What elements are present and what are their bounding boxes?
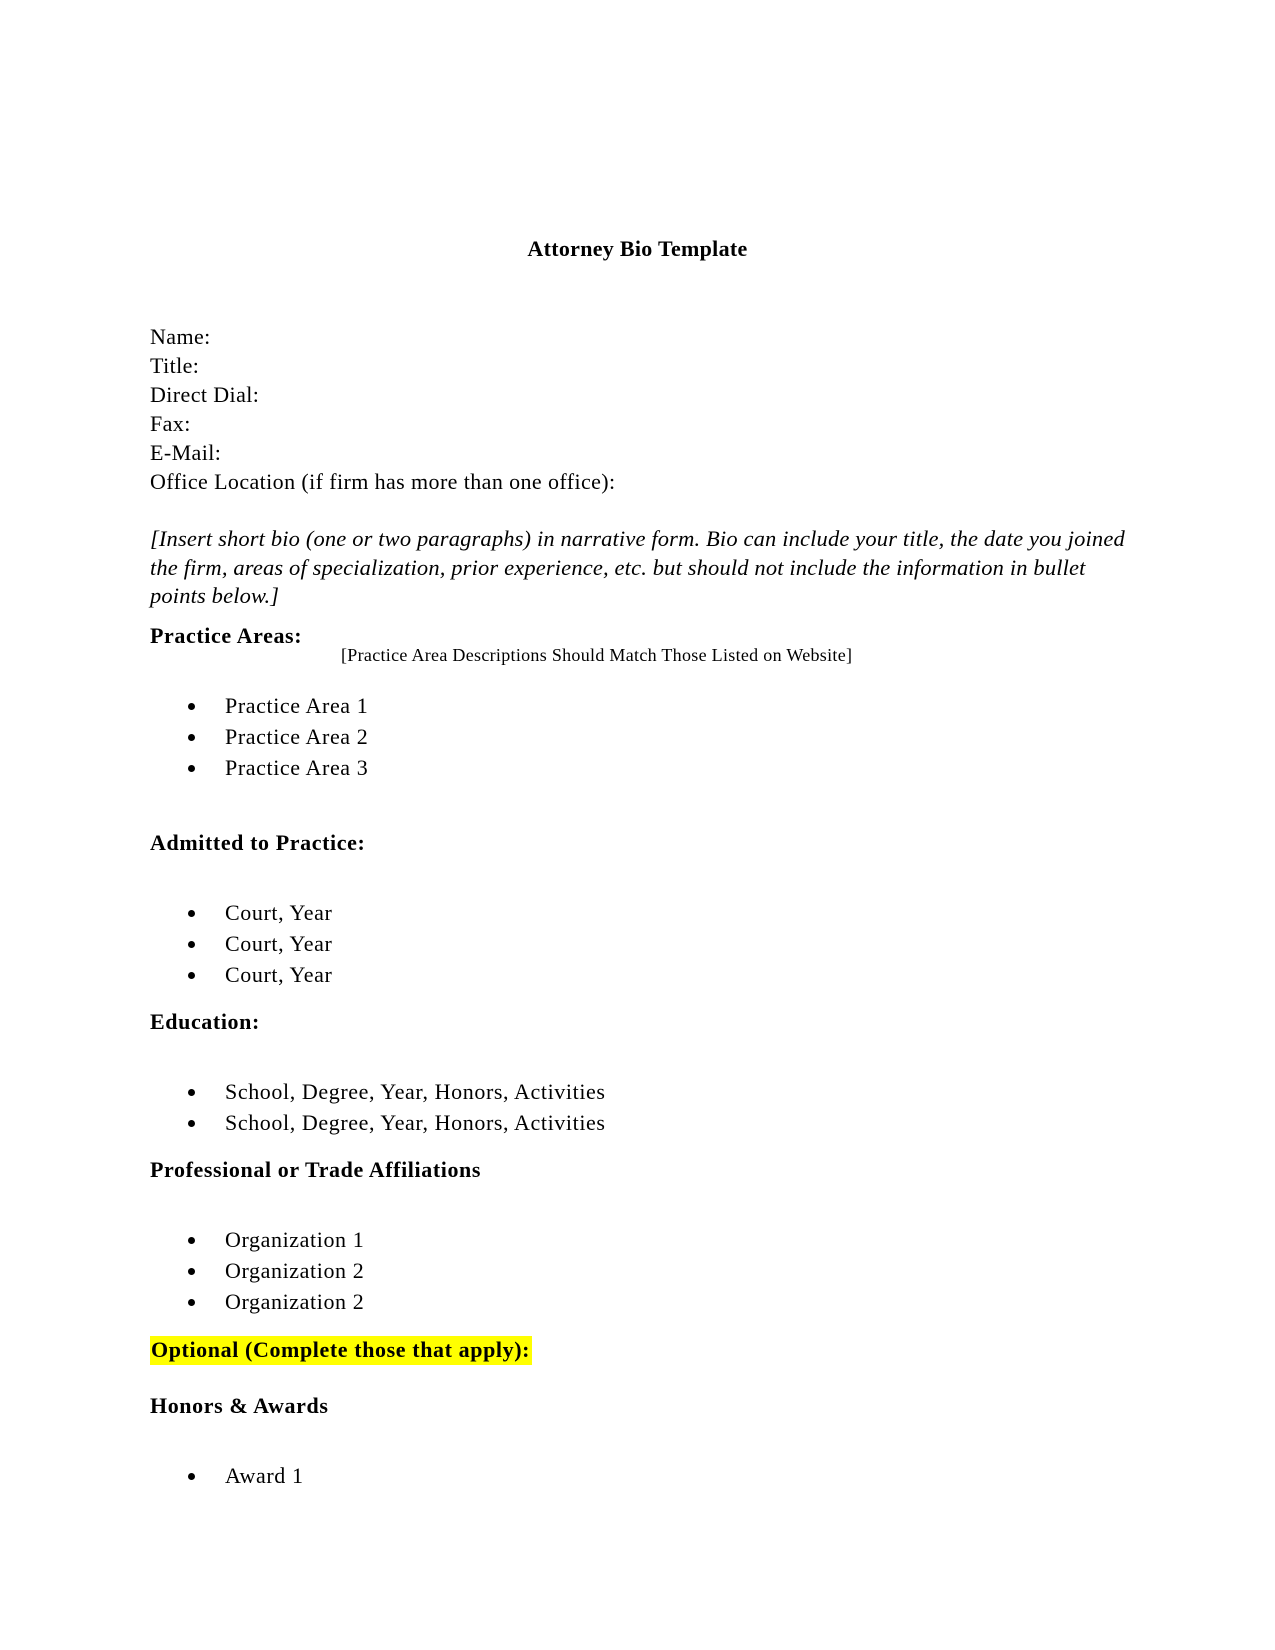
admitted-list bbox=[150, 897, 332, 990]
optional-highlight: Optional (Complete those that apply): bbox=[150, 1336, 532, 1365]
list-item bbox=[150, 1255, 364, 1286]
bullet-icon bbox=[188, 1473, 195, 1480]
bullet-icon bbox=[188, 1089, 195, 1096]
document-title: Attorney Bio Template bbox=[527, 236, 748, 261]
list-item bbox=[150, 1107, 606, 1138]
list-item bbox=[150, 928, 332, 959]
admitted-heading: Admitted to Practice: bbox=[150, 830, 366, 855]
list-item bbox=[150, 1460, 304, 1491]
list-item-text: Court, Year bbox=[225, 931, 333, 956]
list-item bbox=[150, 959, 332, 990]
list-item bbox=[150, 752, 368, 783]
direct-dial-field-label: Direct Dial: bbox=[150, 382, 260, 407]
practice-areas-heading: Practice Areas: bbox=[150, 623, 303, 648]
honors-list bbox=[150, 1460, 304, 1491]
bullet-icon bbox=[188, 910, 195, 917]
fax-field-label: Fax: bbox=[150, 411, 191, 436]
bullet-icon bbox=[188, 941, 195, 948]
contact-fields bbox=[150, 322, 616, 496]
list-item-text: Organization 2 bbox=[225, 1289, 365, 1314]
list-item bbox=[150, 690, 368, 721]
bullet-icon bbox=[188, 972, 195, 979]
affiliations-heading: Professional or Trade Affiliations bbox=[150, 1157, 482, 1182]
list-item-text: Court, Year bbox=[225, 962, 333, 987]
list-item-text: Practice Area 2 bbox=[225, 724, 369, 749]
list-item bbox=[150, 721, 368, 752]
list-item-text: Practice Area 1 bbox=[225, 693, 369, 718]
honors-heading: Honors & Awards bbox=[150, 1393, 329, 1418]
list-item-text: Organization 1 bbox=[225, 1227, 365, 1252]
bullet-icon bbox=[188, 1120, 195, 1127]
list-item-text: School, Degree, Year, Honors, Activities bbox=[225, 1079, 606, 1104]
optional-heading bbox=[150, 1337, 532, 1363]
education-list bbox=[150, 1076, 606, 1138]
email-field-label: E-Mail: bbox=[150, 440, 222, 465]
title-field-label: Title: bbox=[150, 353, 200, 378]
bullet-icon bbox=[188, 765, 195, 772]
bullet-icon bbox=[188, 734, 195, 741]
list-item-text: School, Degree, Year, Honors, Activities bbox=[225, 1110, 606, 1135]
list-item-text: Practice Area 3 bbox=[225, 755, 369, 780]
office-location-field-label: Office Location (if firm has more than one office): bbox=[150, 469, 616, 494]
list-item bbox=[150, 1224, 364, 1255]
practice-areas-list bbox=[150, 690, 368, 783]
name-field-label: Name: bbox=[150, 324, 211, 349]
education-heading: Education: bbox=[150, 1009, 260, 1034]
bullet-icon bbox=[188, 1268, 195, 1275]
bio-instructions: [Insert short bio (one or two paragraphs) in narrative form. Bio can include your title, the date you joined the firm, areas of specialization, prior experience, etc. but should not include the information in bullet points below.] bbox=[150, 526, 1125, 608]
list-item bbox=[150, 897, 332, 928]
bullet-icon bbox=[188, 703, 195, 710]
bullet-icon bbox=[188, 1237, 195, 1244]
list-item-text: Organization 2 bbox=[225, 1258, 365, 1283]
list-item-text: Court, Year bbox=[225, 900, 333, 925]
list-item bbox=[150, 1076, 606, 1107]
practice-areas-note: [Practice Area Descriptions Should Match Those Listed on Website] bbox=[341, 645, 853, 665]
bullet-icon bbox=[188, 1299, 195, 1306]
list-item bbox=[150, 1286, 364, 1317]
affiliations-list bbox=[150, 1224, 364, 1317]
list-item-text: Award 1 bbox=[225, 1463, 304, 1488]
